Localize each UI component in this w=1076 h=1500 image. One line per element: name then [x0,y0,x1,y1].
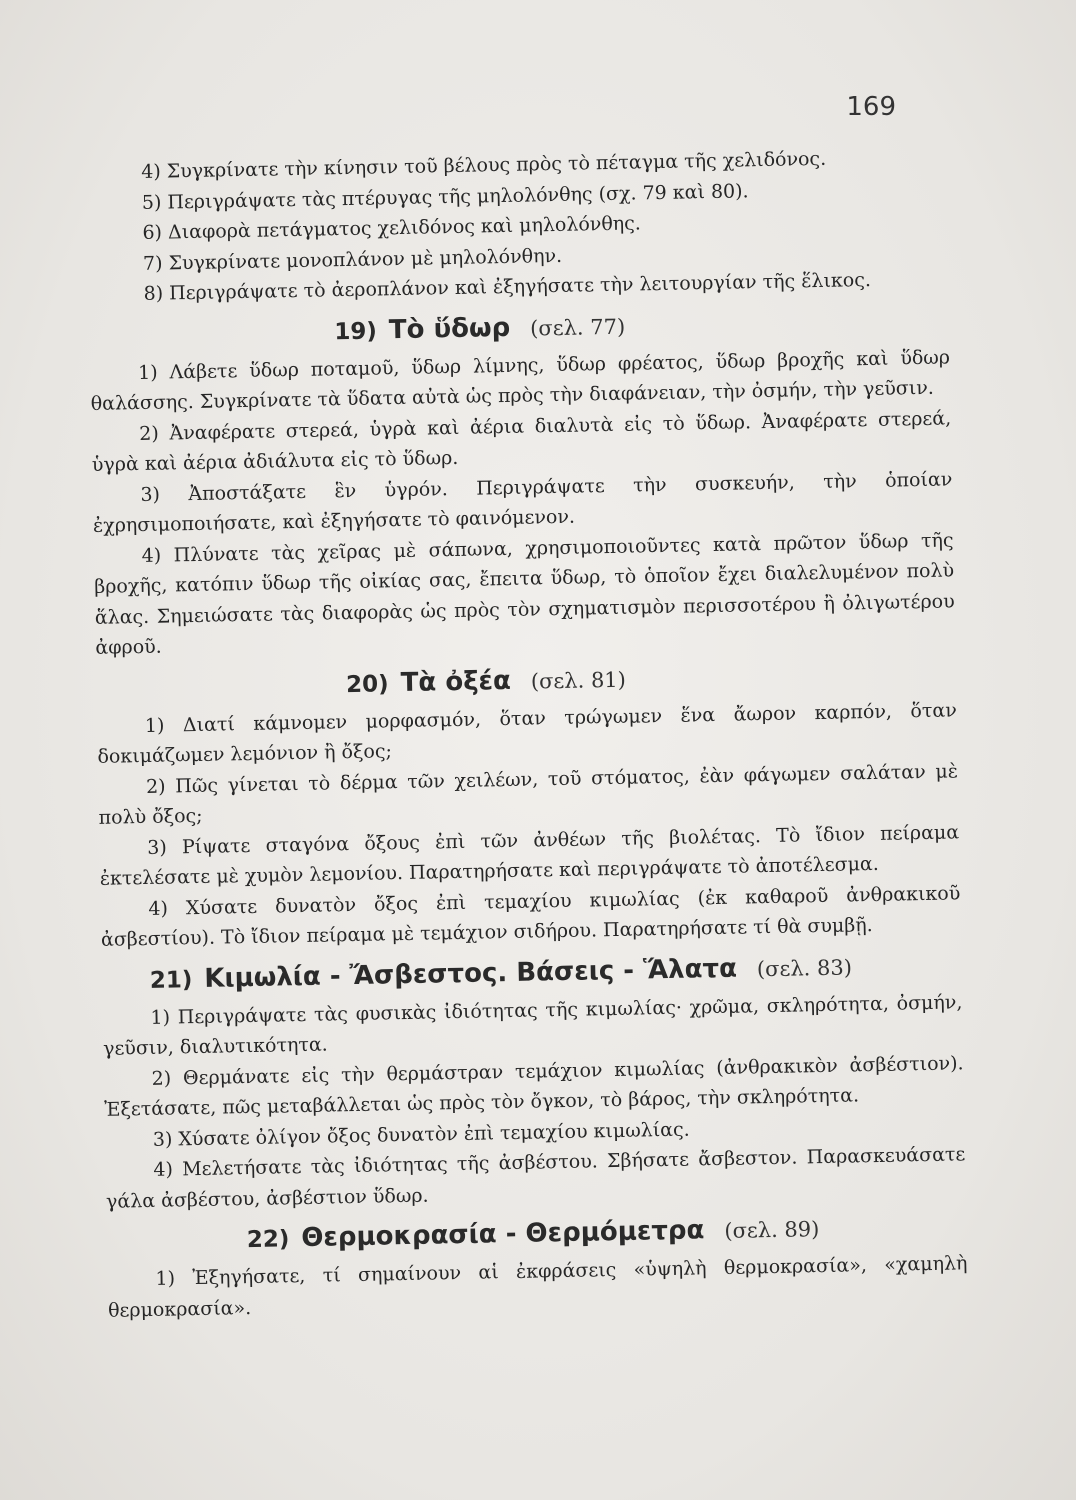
question-item: 4) Χύσατε δυνατὸν ὄξος ἐπὶ τεμαχίου κιμωλίας (ἐκ καθαροῦ ἀνθρακικοῦ ἀσβεστίου). Τὸ ἴδιον πείραμα μὲ τεμάχιον σιδήρου. Παρατηρήσατε τί θὰ συμβῇ. [100,881,961,951]
section-title: Τὰ ὀξέα [400,665,512,698]
question-item: 5) Περιγράψατε τὰς πτέρυγας τῆς μηλολόνθης (σχ. 79 καὶ 80). [141,179,749,214]
question-item: 2) Θερμάνατε εἰς τὴν θερμάστραν τεμάχιον κιμωλίας (ἀνθρακικὸν ἀσβέστιον). Ἐξετάσατε, πῶς μεταβάλλεται ὡς πρὸς τὸν ὄγκον, τὸ βάρος, τὴν σκληρότητα. [104,1051,964,1121]
question-item: 3) Χύσατε ὀλίγον ὄξος δυνατὸν ἐπὶ τεμαχίου κιμωλίας. [152,1118,690,1151]
section-number: 22) [246,1226,290,1254]
question-item: 2) Ἀναφέρατε στερεά, ὑγρὰ καὶ ἀέρια διαλυτὰ εἰς τὸ ὕδωρ. Ἀναφέρατε στερεά, ὑγρὰ καὶ ἀέρια ἀδιάλυτα εἰς τὸ ὕδωρ. [91,406,952,476]
section-title: Κιμωλία - Ἄσβεστος. Βάσεις - Ἅλατα [204,953,738,994]
section-number: 20) [345,670,389,698]
question-item: 3) Ἀποστάξατε ἓν ὑγρόν. Περιγράψατε τὴν συσκευήν, τὴν ὁποίαν ἐχρησιμοποιήσατε, καὶ ἐξηγήσατε τὸ φαινόμενον. [92,467,953,537]
question-item: 8) Περιγράψατε τὸ ἀεροπλάνον καὶ ἐξηγήσατε τὴν λειτουργίαν τῆς ἕλικος. [143,268,872,305]
intro-question-list [86,141,949,310]
section-title: Θερμοκρασία - Θερμόμετρα [301,1215,705,1254]
page-content [86,141,968,1325]
question-item: 4) Μελετήσατε τὰς ἰδιότητας τῆς ἀσβέστου. Σβήσατε ἄσβεστον. Παρασκευάσατε γάλα ἀσβέστου, ἀσβέστιον ὕδωρ. [105,1143,966,1213]
question-item: 1) Λάβετε ὕδωρ ποταμοῦ, ὕδωρ λίμνης, ὕδωρ φρέατος, ὕδωρ βροχῆς καὶ ὕδωρ θαλάσσης. Συγκρίνατε τὰ ὕδατα αὐτὰ ὡς πρὸς τὴν διαφάνειαν, τὴν ὀσμήν, τὴν γεῦσιν. [90,345,951,415]
question-item: 2) Πῶς γίνεται τὸ δέρμα τῶν χειλέων, τοῦ στόματος, ἐὰν φάγωμεν σαλάταν μὲ πολὺ ὄξος; [98,759,959,829]
question-item: 3) Ρίψατε σταγόνα ὄξους ἐπὶ τῶν ἀνθέων τῆς βιολέτας. Τὸ ἴδιον πείραμα ἐκτελέσατε μὲ χυμὸν λεμονίου. Παρατηρήσατε καὶ περιγράψατε τὸ ἀποτέλεσμα. [99,820,960,890]
section-22-questions [107,1248,968,1325]
section-page-ref: (σελ. 77) [529,314,626,341]
section-title: Τὸ ὕδωρ [388,312,511,345]
section-19-questions [90,342,956,663]
question-item: 4) Συγκρίνατε τὴν κίνησιν τοῦ βέλους πρὸς τὸ πέταγμα τῆς χελιδόνος. [141,147,827,183]
question-item: 7) Συγκρίνατε μονοπλάνον μὲ μηλολόνθην. [142,244,563,275]
section-number: 19) [334,317,378,345]
question-item: 4) Πλύνατε τὰς χεῖρας μὲ σάπωνα, χρησιμοποιοῦντες κατὰ πρῶτον ὕδωρ τῆς βροχῆς, κατόπιν ὕδωρ τῆς οἰκίας σας, ἔπειτα ὕδωρ, τὸ ὁποῖον ἔχει διαλελυμένον πολὺ ἅλας. Σημειώσατε τὰς διαφορὰς ὡς πρὸς τὸν σχηματισμὸν περισσοτέρου ἢ ὀλιγωτέρου ἀφροῦ. [94,528,955,659]
section-page-ref: (σελ. 83) [756,954,853,981]
page-number: 169 [846,92,896,122]
section-20-questions [97,695,962,955]
question-item: 1) Διατί κάμνομεν μορφασμόν, ὅταν τρώγωμεν ἕνα ἄωρον καρπόν, ὅταν δοκιμάζωμεν λεμόνιον ἢ ὄξος; [97,698,957,768]
question-item: 1) Ἐξηγήσατε, τί σημαίνουν αἱ ἐκφράσεις «ὑψηλὴ θερμοκρασία», «χαμηλὴ θερμοκρασία». [107,1252,968,1322]
section-21-questions [102,987,966,1217]
section-page-ref: (σελ. 89) [724,1217,820,1243]
question-item: 1) Περιγράψατε τὰς φυσικὰς ἰδιότητας τῆς κιμωλίας· χρῶμα, σκληρότητα, ὀσμήν, γεῦσιν, διαλυτικότητα. [102,990,963,1060]
question-item: 6) Διαφορὰ πετάγματος χελιδόνος καὶ μηλολόνθης. [142,212,642,244]
section-number: 21) [149,966,193,994]
section-page-ref: (σελ. 81) [530,667,627,694]
